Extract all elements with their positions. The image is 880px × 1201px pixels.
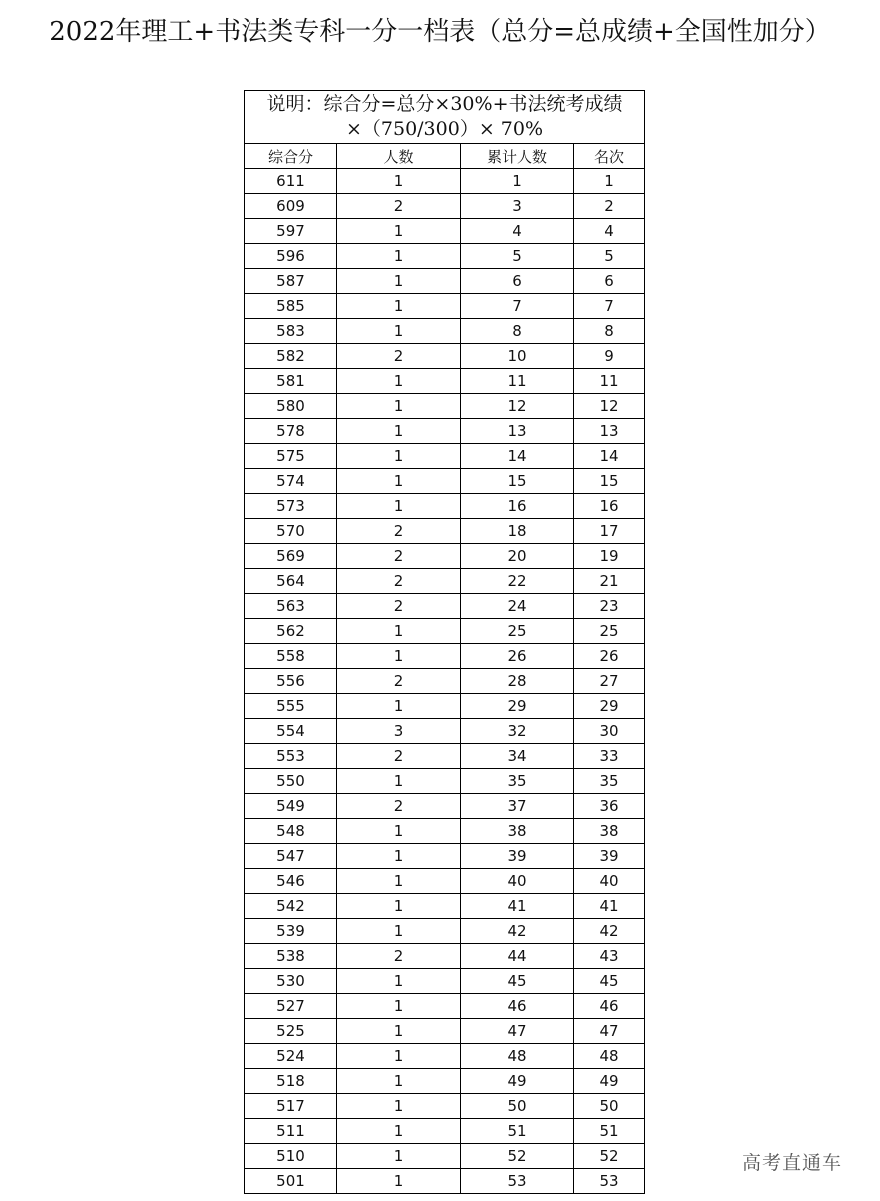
count-cell: 2 — [337, 544, 461, 569]
score-cell: 517 — [245, 1094, 337, 1119]
rank-cell: 30 — [574, 719, 645, 744]
table-row — [245, 1044, 645, 1069]
score-cell: 609 — [245, 194, 337, 219]
cumulative-cell: 53 — [461, 1169, 574, 1194]
table-row — [245, 794, 645, 819]
rank-cell: 26 — [574, 644, 645, 669]
page-title: 2022年理工+书法类专科一分一档表（总分=总成绩+全国性加分） — [49, 17, 831, 47]
rank-cell: 16 — [574, 494, 645, 519]
score-cell: 581 — [245, 369, 337, 394]
score-cell: 501 — [245, 1169, 337, 1194]
score-cell: 550 — [245, 769, 337, 794]
table-row — [245, 169, 645, 194]
count-cell: 2 — [337, 344, 461, 369]
rank-cell: 45 — [574, 969, 645, 994]
count-cell: 1 — [337, 969, 461, 994]
table-row — [245, 1019, 645, 1044]
cumulative-cell: 38 — [461, 819, 574, 844]
cumulative-cell: 52 — [461, 1144, 574, 1169]
rank-cell: 4 — [574, 219, 645, 244]
cumulative-cell: 20 — [461, 544, 574, 569]
rank-cell: 13 — [574, 419, 645, 444]
rank-cell: 11 — [574, 369, 645, 394]
score-cell: 583 — [245, 319, 337, 344]
table-row — [245, 194, 645, 219]
score-cell: 530 — [245, 969, 337, 994]
column-header-cumulative: 累计人数 — [461, 144, 574, 169]
score-cell: 510 — [245, 1144, 337, 1169]
cumulative-cell: 44 — [461, 944, 574, 969]
cumulative-cell: 5 — [461, 244, 574, 269]
score-cell: 511 — [245, 1119, 337, 1144]
cumulative-cell: 18 — [461, 519, 574, 544]
table-row — [245, 869, 645, 894]
rank-cell: 9 — [574, 344, 645, 369]
cumulative-cell: 39 — [461, 844, 574, 869]
column-header-count: 人数 — [337, 144, 461, 169]
rank-cell: 50 — [574, 1094, 645, 1119]
table-row — [245, 469, 645, 494]
cumulative-cell: 8 — [461, 319, 574, 344]
count-cell: 1 — [337, 1169, 461, 1194]
score-cell: 575 — [245, 444, 337, 469]
score-cell: 555 — [245, 694, 337, 719]
rank-cell: 21 — [574, 569, 645, 594]
count-cell: 1 — [337, 269, 461, 294]
score-cell: 538 — [245, 944, 337, 969]
table-row — [245, 394, 645, 419]
rank-cell: 39 — [574, 844, 645, 869]
score-cell: 580 — [245, 394, 337, 419]
rank-cell: 46 — [574, 994, 645, 1019]
table-row — [245, 844, 645, 869]
score-cell: 549 — [245, 794, 337, 819]
column-header-rank: 名次 — [574, 144, 645, 169]
score-cell: 547 — [245, 844, 337, 869]
cumulative-cell: 40 — [461, 869, 574, 894]
cumulative-cell: 4 — [461, 219, 574, 244]
rank-cell: 17 — [574, 519, 645, 544]
cumulative-cell: 12 — [461, 394, 574, 419]
score-cell: 573 — [245, 494, 337, 519]
rank-cell: 1 — [574, 169, 645, 194]
table-row — [245, 344, 645, 369]
table-row — [245, 594, 645, 619]
count-cell: 1 — [337, 1119, 461, 1144]
cumulative-cell: 28 — [461, 669, 574, 694]
rank-cell: 23 — [574, 594, 645, 619]
rank-cell: 29 — [574, 694, 645, 719]
count-cell: 1 — [337, 619, 461, 644]
rank-cell: 47 — [574, 1019, 645, 1044]
rank-cell: 40 — [574, 869, 645, 894]
rank-cell: 49 — [574, 1069, 645, 1094]
count-cell: 1 — [337, 694, 461, 719]
table-row — [245, 669, 645, 694]
count-cell: 2 — [337, 569, 461, 594]
table-row — [245, 994, 645, 1019]
table-row — [245, 1119, 645, 1144]
score-cell: 553 — [245, 744, 337, 769]
formula-note-line-1: 说明：综合分=总分×30%+书法统考成绩 — [266, 93, 623, 115]
score-cell: 570 — [245, 519, 337, 544]
score-cell: 585 — [245, 294, 337, 319]
count-cell: 1 — [337, 919, 461, 944]
cumulative-cell: 45 — [461, 969, 574, 994]
count-cell: 1 — [337, 844, 461, 869]
count-cell: 2 — [337, 669, 461, 694]
table-row — [245, 919, 645, 944]
count-cell: 1 — [337, 894, 461, 919]
rank-cell: 14 — [574, 444, 645, 469]
rank-cell: 5 — [574, 244, 645, 269]
rank-cell: 33 — [574, 744, 645, 769]
table-row — [245, 369, 645, 394]
rank-cell: 38 — [574, 819, 645, 844]
table-row — [245, 544, 645, 569]
cumulative-cell: 46 — [461, 994, 574, 1019]
rank-cell: 6 — [574, 269, 645, 294]
score-cell: 542 — [245, 894, 337, 919]
count-cell: 2 — [337, 794, 461, 819]
note-row — [245, 91, 645, 144]
table-row — [245, 619, 645, 644]
score-cell: 554 — [245, 719, 337, 744]
table-row — [245, 744, 645, 769]
table-row — [245, 1169, 645, 1194]
table-row — [245, 894, 645, 919]
cumulative-cell: 37 — [461, 794, 574, 819]
table-row — [245, 419, 645, 444]
rank-cell: 25 — [574, 619, 645, 644]
cumulative-cell: 14 — [461, 444, 574, 469]
cumulative-cell: 25 — [461, 619, 574, 644]
formula-note-line-2: ×（750/300）× 70% — [345, 118, 544, 140]
cumulative-cell: 11 — [461, 369, 574, 394]
count-cell: 1 — [337, 644, 461, 669]
table-row — [245, 494, 645, 519]
table-row — [245, 944, 645, 969]
rank-cell: 43 — [574, 944, 645, 969]
table-row — [245, 719, 645, 744]
cumulative-cell: 10 — [461, 344, 574, 369]
count-cell: 1 — [337, 394, 461, 419]
score-cell: 518 — [245, 1069, 337, 1094]
table-row — [245, 694, 645, 719]
cumulative-cell: 49 — [461, 1069, 574, 1094]
cumulative-cell: 34 — [461, 744, 574, 769]
cumulative-cell: 3 — [461, 194, 574, 219]
cumulative-cell: 15 — [461, 469, 574, 494]
count-cell: 1 — [337, 469, 461, 494]
rank-cell: 8 — [574, 319, 645, 344]
score-cell: 597 — [245, 219, 337, 244]
count-cell: 1 — [337, 294, 461, 319]
score-cell: 564 — [245, 569, 337, 594]
count-cell: 1 — [337, 1144, 461, 1169]
rank-cell: 42 — [574, 919, 645, 944]
cumulative-cell: 24 — [461, 594, 574, 619]
score-cell: 558 — [245, 644, 337, 669]
cumulative-cell: 32 — [461, 719, 574, 744]
table-row — [245, 519, 645, 544]
rank-cell: 52 — [574, 1144, 645, 1169]
count-cell: 1 — [337, 494, 461, 519]
rank-cell: 12 — [574, 394, 645, 419]
rank-cell: 41 — [574, 894, 645, 919]
score-cell: 525 — [245, 1019, 337, 1044]
score-distribution-table — [244, 90, 645, 1194]
score-cell: 562 — [245, 619, 337, 644]
table-row — [245, 819, 645, 844]
cumulative-cell: 22 — [461, 569, 574, 594]
rank-cell: 27 — [574, 669, 645, 694]
count-cell: 2 — [337, 519, 461, 544]
formula-note — [245, 91, 645, 144]
count-cell: 2 — [337, 744, 461, 769]
score-cell: 587 — [245, 269, 337, 294]
count-cell: 1 — [337, 244, 461, 269]
score-cell: 582 — [245, 344, 337, 369]
rank-cell: 7 — [574, 294, 645, 319]
score-cell: 596 — [245, 244, 337, 269]
count-cell: 1 — [337, 169, 461, 194]
count-cell: 1 — [337, 419, 461, 444]
score-cell: 546 — [245, 869, 337, 894]
table-row — [245, 444, 645, 469]
count-cell: 2 — [337, 944, 461, 969]
cumulative-cell: 51 — [461, 1119, 574, 1144]
table-row — [245, 319, 645, 344]
cumulative-cell: 13 — [461, 419, 574, 444]
table-row — [245, 969, 645, 994]
count-cell: 1 — [337, 1019, 461, 1044]
cumulative-cell: 16 — [461, 494, 574, 519]
cumulative-cell: 50 — [461, 1094, 574, 1119]
table-row — [245, 219, 645, 244]
score-cell: 569 — [245, 544, 337, 569]
table-row — [245, 244, 645, 269]
score-cell: 578 — [245, 419, 337, 444]
table-row — [245, 1069, 645, 1094]
score-cell: 556 — [245, 669, 337, 694]
count-cell: 1 — [337, 1069, 461, 1094]
count-cell: 1 — [337, 219, 461, 244]
count-cell: 1 — [337, 769, 461, 794]
table-row — [245, 1094, 645, 1119]
count-cell: 1 — [337, 1094, 461, 1119]
score-cell: 527 — [245, 994, 337, 1019]
count-cell: 1 — [337, 319, 461, 344]
cumulative-cell: 35 — [461, 769, 574, 794]
cumulative-cell: 26 — [461, 644, 574, 669]
cumulative-cell: 1 — [461, 169, 574, 194]
count-cell: 3 — [337, 719, 461, 744]
count-cell: 1 — [337, 1044, 461, 1069]
table-row — [245, 769, 645, 794]
cumulative-cell: 7 — [461, 294, 574, 319]
cumulative-cell: 29 — [461, 694, 574, 719]
score-cell: 574 — [245, 469, 337, 494]
cumulative-cell: 47 — [461, 1019, 574, 1044]
score-cell: 539 — [245, 919, 337, 944]
header-row — [245, 144, 645, 169]
cumulative-cell: 42 — [461, 919, 574, 944]
score-cell: 548 — [245, 819, 337, 844]
count-cell: 1 — [337, 369, 461, 394]
count-cell: 1 — [337, 994, 461, 1019]
count-cell: 1 — [337, 869, 461, 894]
table-row — [245, 1144, 645, 1169]
rank-cell: 53 — [574, 1169, 645, 1194]
table-body — [245, 169, 645, 1194]
table-row — [245, 269, 645, 294]
rank-cell: 36 — [574, 794, 645, 819]
table-row — [245, 569, 645, 594]
column-header-score: 综合分 — [245, 144, 337, 169]
count-cell: 2 — [337, 594, 461, 619]
rank-cell: 19 — [574, 544, 645, 569]
rank-cell: 51 — [574, 1119, 645, 1144]
table-row — [245, 644, 645, 669]
cumulative-cell: 6 — [461, 269, 574, 294]
rank-cell: 35 — [574, 769, 645, 794]
rank-cell: 48 — [574, 1044, 645, 1069]
rank-cell: 15 — [574, 469, 645, 494]
watermark-text: 高考直通车 — [742, 1152, 843, 1174]
rank-cell: 2 — [574, 194, 645, 219]
table-row — [245, 294, 645, 319]
cumulative-cell: 41 — [461, 894, 574, 919]
score-cell: 563 — [245, 594, 337, 619]
count-cell: 1 — [337, 819, 461, 844]
score-cell: 524 — [245, 1044, 337, 1069]
score-cell: 611 — [245, 169, 337, 194]
count-cell: 1 — [337, 444, 461, 469]
cumulative-cell: 48 — [461, 1044, 574, 1069]
count-cell: 2 — [337, 194, 461, 219]
